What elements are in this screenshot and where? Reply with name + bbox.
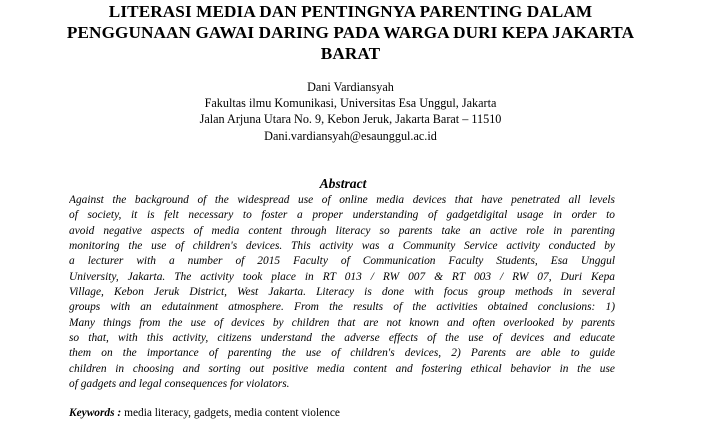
- author-affiliation: Fakultas ilmu Komunikasi, Universitas Esa Unggul, Jakarta: [204, 96, 497, 111]
- abstract-line: Many things from the use of devices by children that are not known and often overlooked by parents: [69, 316, 615, 329]
- keywords-text: media literacy, gadgets, media content violence: [124, 407, 340, 419]
- abstract-line: Against the background of the widespread use of online media devices that have penetrated all levels: [69, 194, 615, 206]
- abstract-heading: Abstract: [319, 176, 367, 191]
- abstract-line: avoid negative aspects of media content through literacy so parents take an active role in parenting: [69, 224, 615, 237]
- abstract-line: of gadgets and legal consequences for violators.: [69, 378, 290, 391]
- keywords: [69, 406, 629, 421]
- paper-title: [0, 1, 701, 64]
- title-line: PENGGUNAAN GAWAI DARING PADA WARGA DURI KEPA JAKARTA: [66, 23, 635, 42]
- author-name: Dani Vardiansyah: [307, 80, 394, 94]
- abstract-line: groups with an edutainment atmosphere. From the results of the activities obtained conclusions: 1): [69, 301, 615, 314]
- abstract-line: of society, it is felt necessary to foster a proper understanding of gadgetdigital usage in order to: [69, 209, 615, 222]
- author-block: [0, 79, 701, 144]
- author-address: Jalan Arjuna Utara No. 9, Kebon Jeruk, Jakarta Barat – 11510: [199, 112, 502, 127]
- author-email: Dani.vardiansyah@esaunggul.ac.id: [264, 128, 437, 143]
- abstract-line: so that, with this activity, citizens understand the adverse effects of the use of devices and educate: [69, 332, 615, 345]
- abstract-line: monitoring the use of children's devices. This activity was a Community Service activity conducted by: [69, 240, 615, 253]
- keywords-label: Keywords :: [69, 407, 122, 419]
- abstract-line: University, Jakarta. The activity took place in RT 013 / RW 007 & RT 003 / RW 07, Duri Kepa: [69, 270, 615, 283]
- abstract-line: them on the importance of parenting the use of children's devices, 2) Parents are able to guide: [69, 347, 615, 360]
- abstract-line: a lecturer with a number of 2015 Faculty of Communication Faculty Students, Esa Unggul: [69, 255, 615, 268]
- abstract-line: children in choosing and sorting out positive media content and fostering ethical behavior in the use: [69, 362, 615, 375]
- abstract-line: Village, Kebon Jeruk District, West Jakarta. Literacy is done with focus group methods in several: [69, 286, 615, 299]
- title-line: LITERASI MEDIA DAN PENTINGNYA PARENTING DALAM: [108, 2, 593, 21]
- title-line: BARAT: [320, 44, 381, 63]
- abstract-body: [69, 193, 615, 392]
